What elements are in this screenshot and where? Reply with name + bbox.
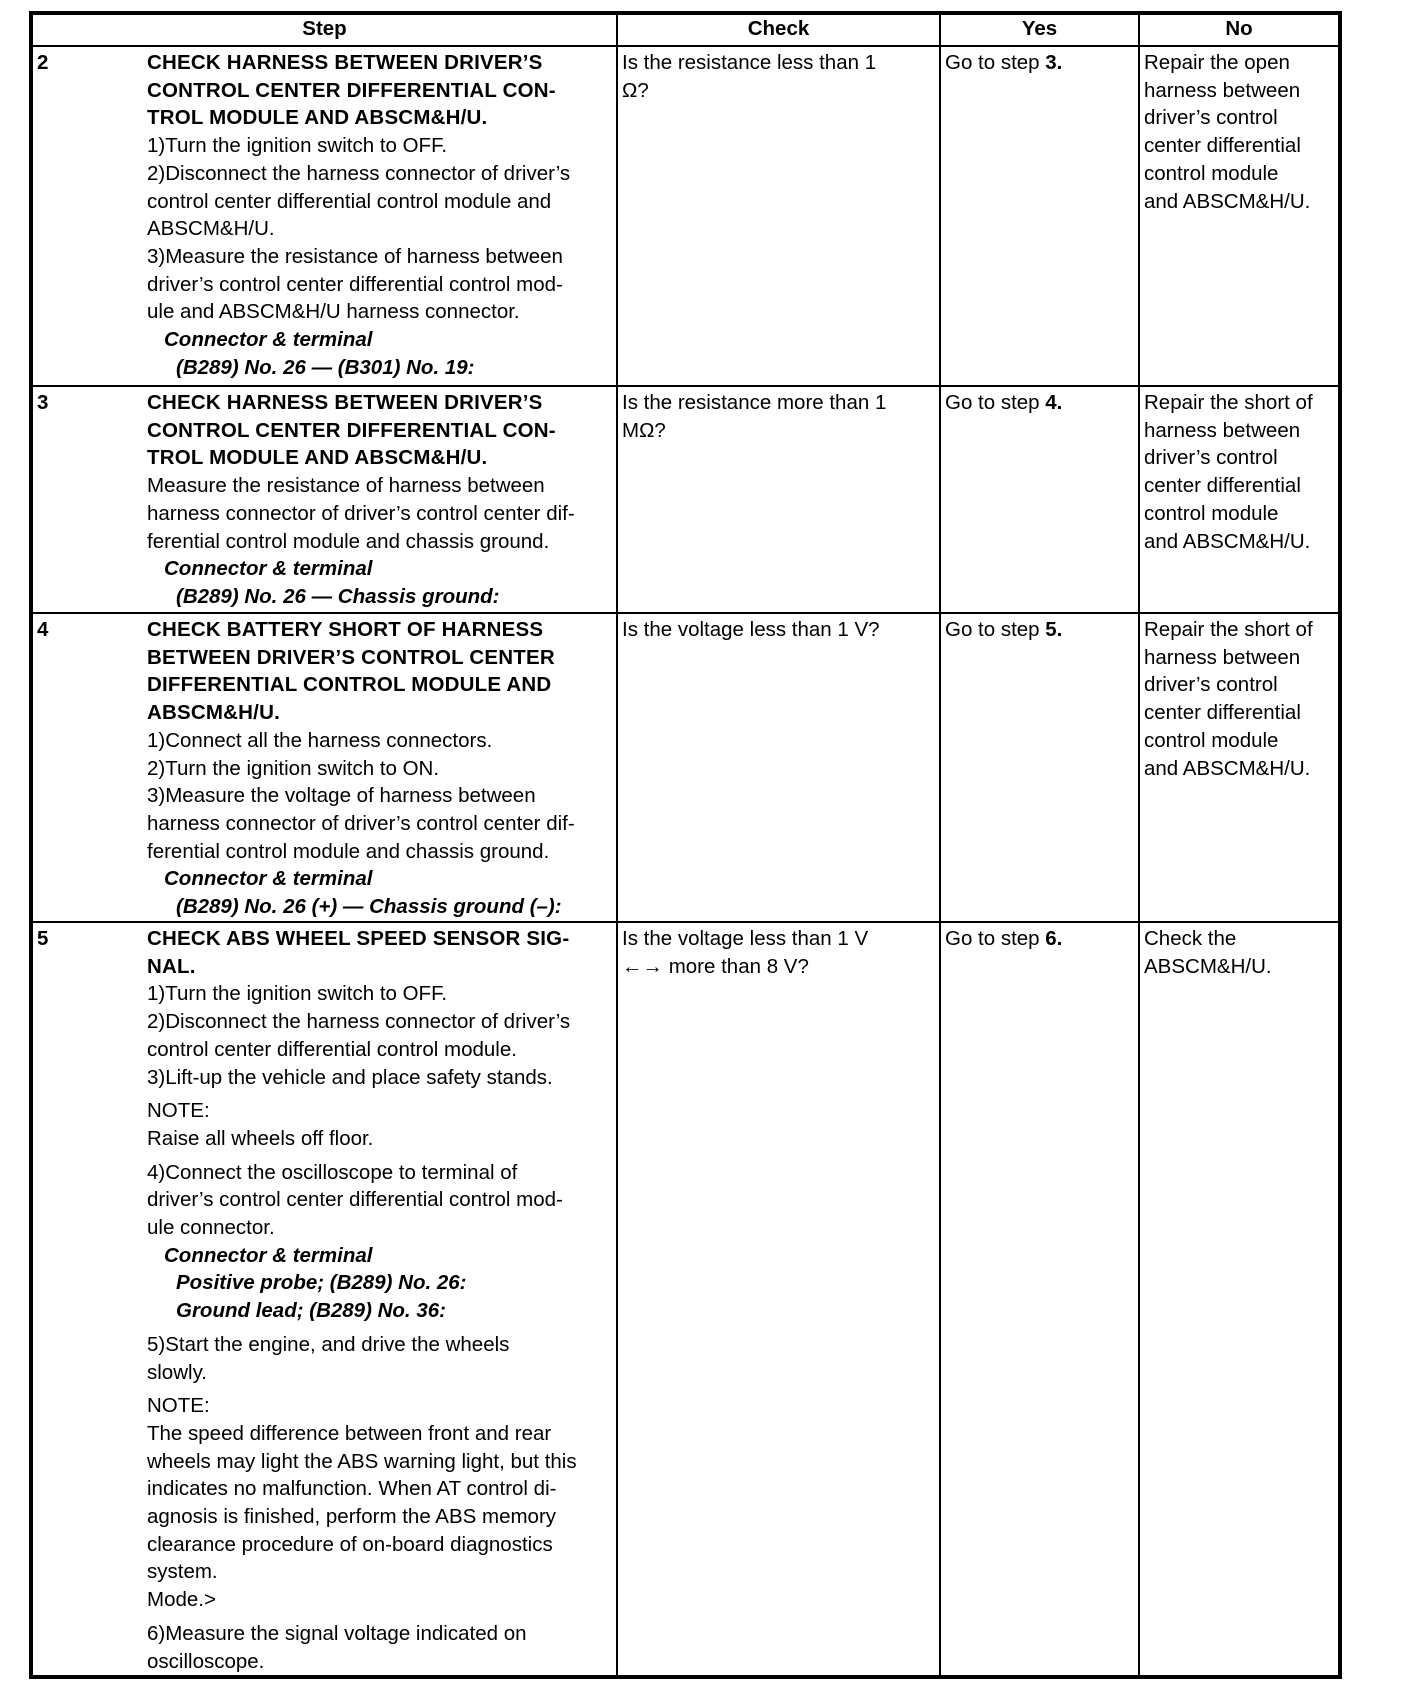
step-text-line: ferential control module and chassis ground. xyxy=(147,839,550,863)
step-text-line: ferential control module and chassis ground. xyxy=(147,529,550,553)
no-text-line: Repair the open xyxy=(1144,51,1290,74)
no-text-line: Check the xyxy=(1144,927,1237,950)
no-text-line: driver’s control xyxy=(1144,673,1278,697)
yes-cell xyxy=(940,386,1139,613)
no-text-line: center differential xyxy=(1144,474,1301,498)
check-text-line: Ω? xyxy=(622,78,649,102)
note-label: NOTE: xyxy=(147,1394,210,1418)
check-cell xyxy=(617,386,940,613)
step-heading-line: TROL MODULE AND ABSCM&H/U. xyxy=(147,106,488,130)
no-text-line: driver’s control xyxy=(1144,106,1278,130)
step-content xyxy=(37,49,612,381)
step-text-line: harness connector of driver’s control center dif- xyxy=(147,501,575,525)
step-text-line: 6)Measure the signal voltage indicated on xyxy=(147,1621,527,1645)
no-text-line: and ABSCM&H/U. xyxy=(1144,529,1311,553)
yes-text: Go to step xyxy=(945,51,1046,74)
yes-step-number: 5. xyxy=(1045,618,1063,641)
no-text-line: harness between xyxy=(1144,78,1301,102)
table-row xyxy=(31,922,1340,1677)
connector-line: Connector & terminal xyxy=(164,557,373,581)
header-no: No xyxy=(1139,13,1340,46)
header-yes: Yes xyxy=(940,13,1139,46)
connector-terminal-line: Positive probe; (B289) No. 26: xyxy=(176,1271,467,1295)
diagnostic-table xyxy=(29,11,1342,1679)
no-text-line: and ABSCM&H/U. xyxy=(1144,189,1311,213)
check-text-line: MΩ? xyxy=(622,418,666,442)
step-heading-line: CONTROL CENTER DIFFERENTIAL CON- xyxy=(147,78,556,102)
no-text-line: control module xyxy=(1144,501,1279,525)
table-row xyxy=(31,613,1340,922)
check-text-line: Is the voltage less than 1 V? xyxy=(622,618,880,641)
connector-terminal-line: Ground lead; (B289) No. 36: xyxy=(176,1299,446,1323)
no-text-line: control module xyxy=(1144,728,1279,752)
step-text-line: 2)Disconnect the harness connector of driver’s xyxy=(147,1010,571,1034)
step-text-line: clearance procedure of on-board diagnostics xyxy=(147,1532,553,1556)
yes-action xyxy=(945,616,1134,644)
step-heading-line: ABSCM&H/U. xyxy=(147,701,280,725)
step-text-line: 3)Lift-up the vehicle and place safety stands. xyxy=(147,1065,553,1089)
connector-terminal-line: (B289) No. 26 — Chassis ground: xyxy=(176,584,500,608)
step-text-line: Raise all wheels off floor. xyxy=(147,1126,374,1150)
no-text-line: and ABSCM&H/U. xyxy=(1144,756,1311,780)
step-cell xyxy=(31,46,617,386)
step-heading-line: CHECK HARNESS BETWEEN DRIVER’S xyxy=(147,391,543,414)
no-text-line: harness between xyxy=(1144,645,1301,669)
step-heading-line: NAL. xyxy=(147,954,196,978)
no-text-line: driver’s control xyxy=(1144,446,1278,470)
step-text-line: control center differential control module and xyxy=(147,189,552,213)
step-text-line: agnosis is finished, perform the ABS memory xyxy=(147,1505,557,1529)
step-text-line: oscilloscope. xyxy=(147,1649,265,1673)
step-content xyxy=(37,389,612,611)
no-cell xyxy=(1139,613,1340,922)
step-lines xyxy=(147,925,612,1675)
step-content xyxy=(37,925,612,1675)
step-text-line: 1)Turn the ignition switch to OFF. xyxy=(147,982,448,1006)
step-text-line: slowly. xyxy=(147,1360,207,1384)
note-label: NOTE: xyxy=(147,1099,210,1123)
yes-cell xyxy=(940,613,1139,922)
step-text-line: harness connector of driver’s control center dif- xyxy=(147,811,575,835)
step-lines xyxy=(147,49,612,381)
check-text-line: ←→ more than 8 V? xyxy=(622,954,809,978)
yes-text: Go to step xyxy=(945,618,1046,641)
step-heading-line: DIFFERENTIAL CONTROL MODULE AND xyxy=(147,673,552,697)
header-row xyxy=(31,13,1340,46)
yes-step-number: 3. xyxy=(1045,51,1063,74)
check-cell xyxy=(617,922,940,1677)
step-heading-line: CHECK ABS WHEEL SPEED SENSOR SIG- xyxy=(147,927,570,950)
step-text-line: driver’s control center differential control mod- xyxy=(147,272,563,296)
step-number: 3 xyxy=(37,391,49,414)
yes-action xyxy=(945,389,1134,417)
yes-text: Go to step xyxy=(945,391,1046,414)
step-heading-line: BETWEEN DRIVER’S CONTROL CENTER xyxy=(147,645,555,669)
step-number: 4 xyxy=(37,618,49,641)
step-lines xyxy=(147,389,612,611)
step-heading-line: TROL MODULE AND ABSCM&H/U. xyxy=(147,446,488,470)
step-text-line: ABSCM&H/U. xyxy=(147,217,275,241)
check-cell xyxy=(617,613,940,922)
step-heading-line: CHECK BATTERY SHORT OF HARNESS xyxy=(147,618,544,641)
step-heading-line: CONTROL CENTER DIFFERENTIAL CON- xyxy=(147,418,556,442)
no-text-line: center differential xyxy=(1144,134,1301,158)
step-number: 2 xyxy=(37,51,49,74)
table-row xyxy=(31,46,1340,386)
connector-line: Connector & terminal xyxy=(164,328,373,352)
header-step: Step xyxy=(31,13,617,46)
connector-terminal-line: (B289) No. 26 (+) — Chassis ground (–): xyxy=(176,895,562,919)
step-text-line: ule and ABSCM&H/U harness connector. xyxy=(147,300,520,324)
step-text-line: indicates no malfunction. When AT control di- xyxy=(147,1477,557,1501)
no-text-line: harness between xyxy=(1144,418,1301,442)
yes-cell xyxy=(940,46,1139,386)
step-cell xyxy=(31,613,617,922)
no-cell xyxy=(1139,386,1340,613)
step-heading-line: CHECK HARNESS BETWEEN DRIVER’S xyxy=(147,51,543,74)
no-cell xyxy=(1139,922,1340,1677)
step-text-line: 4)Connect the oscilloscope to terminal of xyxy=(147,1160,518,1184)
step-text-line: system. xyxy=(147,1560,218,1584)
step-text-line: control center differential control module. xyxy=(147,1037,517,1061)
step-text-line: driver’s control center differential control mod- xyxy=(147,1188,563,1212)
step-number: 5 xyxy=(37,927,49,950)
step-text-line: Mode.> xyxy=(147,1588,216,1612)
step-text-line: 3)Measure the resistance of harness between xyxy=(147,244,563,268)
check-text-line: Is the voltage less than 1 V xyxy=(622,927,869,950)
step-cell xyxy=(31,386,617,613)
check-cell xyxy=(617,46,940,386)
no-text-line: center differential xyxy=(1144,701,1301,725)
step-text-line: ule connector. xyxy=(147,1216,275,1240)
connector-terminal-line: (B289) No. 26 — (B301) No. 19: xyxy=(176,355,475,379)
table-row xyxy=(31,386,1340,613)
step-lines xyxy=(147,616,612,921)
check-text-line: Is the resistance more than 1 xyxy=(622,391,887,414)
no-text-line: Repair the short of xyxy=(1144,391,1313,414)
step-text-line: 1)Turn the ignition switch to OFF. xyxy=(147,134,448,158)
step-text-line: 5)Start the engine, and drive the wheels xyxy=(147,1332,510,1356)
step-text-line: 3)Measure the voltage of harness between xyxy=(147,784,536,808)
yes-text: Go to step xyxy=(945,927,1046,950)
step-text-line: 1)Connect all the harness connectors. xyxy=(147,728,493,752)
step-cell xyxy=(31,922,617,1677)
yes-action xyxy=(945,925,1134,953)
connector-line: Connector & terminal xyxy=(164,1243,373,1267)
no-cell xyxy=(1139,46,1340,386)
yes-cell xyxy=(940,922,1139,1677)
step-text-line: The speed difference between front and rear xyxy=(147,1421,552,1445)
step-content xyxy=(37,616,612,921)
step-text-line: wheels may light the ABS warning light, but this xyxy=(147,1449,577,1473)
no-text-line: control module xyxy=(1144,161,1279,185)
check-text-line: Is the resistance less than 1 xyxy=(622,51,877,74)
no-text-line: Repair the short of xyxy=(1144,618,1313,641)
yes-step-number: 6. xyxy=(1045,927,1063,950)
header-check: Check xyxy=(617,13,940,46)
step-text-line: 2)Disconnect the harness connector of driver’s xyxy=(147,161,571,185)
connector-line: Connector & terminal xyxy=(164,867,373,891)
yes-step-number: 4. xyxy=(1045,391,1063,414)
step-text-line: Measure the resistance of harness between xyxy=(147,474,545,498)
no-text-line: ABSCM&H/U. xyxy=(1144,954,1272,978)
yes-action xyxy=(945,49,1134,77)
step-text-line: 2)Turn the ignition switch to ON. xyxy=(147,756,440,780)
